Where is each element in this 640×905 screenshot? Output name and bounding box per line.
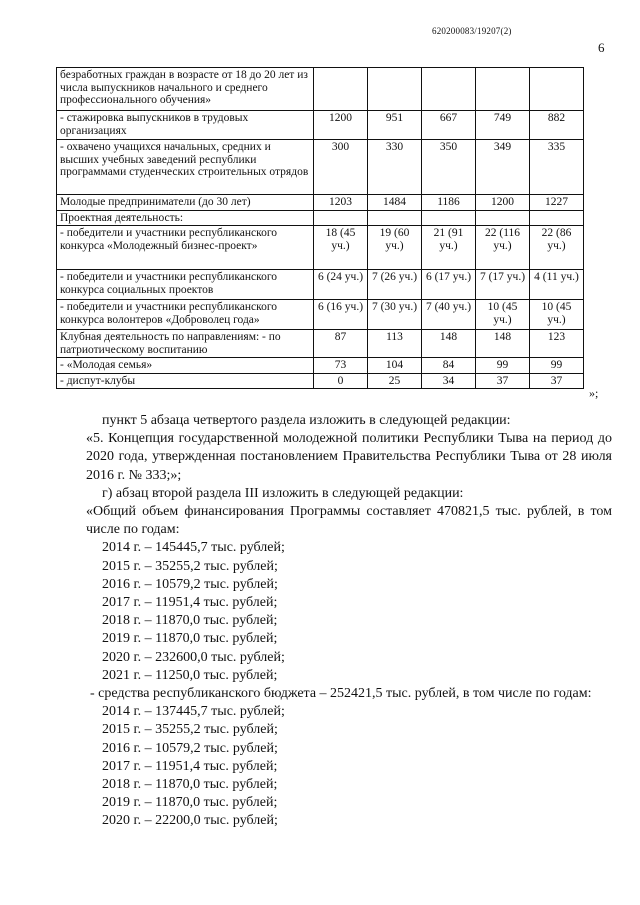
paragraph-instruction-2: г) абзац второй раздела III изложить в следующей редакции: bbox=[102, 485, 464, 501]
table-cell-value: 300 bbox=[314, 140, 368, 195]
year-total-item: 2021 г. – 11250,0 тыс. рублей; bbox=[102, 667, 278, 683]
table-cell-value: 4 (11 уч.) bbox=[530, 270, 584, 300]
table-cell-value: 1186 bbox=[422, 195, 476, 211]
years-total-list bbox=[60, 539, 612, 685]
table-cell-value bbox=[422, 68, 476, 111]
table-cell-value bbox=[368, 210, 422, 226]
table-cell-value: 335 bbox=[530, 140, 584, 195]
paragraph-concept: «5. Концепция государственной молодежной политики Республики Тыва на период до 2020 года, утвержденная постановлением Правительства Республики Тыва от 28 июля 2016 г. № 333;»; bbox=[86, 431, 612, 483]
table-cell-value: 882 bbox=[530, 111, 584, 140]
table-cell-value: 7 (17 уч.) bbox=[476, 270, 530, 300]
table-cell-value: 22 (116 уч.) bbox=[476, 226, 530, 270]
table-cell-value: 99 bbox=[530, 358, 584, 374]
table-cell-value: 22 (86 уч.) bbox=[530, 226, 584, 270]
table-row bbox=[57, 226, 584, 270]
table-row-label: - охвачено учащихся начальных, средних и высших учебных заведений республики программами студенческих строительных отрядов bbox=[57, 140, 314, 195]
table-cell-value: 0 bbox=[314, 373, 368, 389]
document-body bbox=[60, 412, 612, 831]
table-row bbox=[57, 210, 584, 226]
table-row-label: - победители и участники республиканского конкурса социальных проектов bbox=[57, 270, 314, 300]
year-total-item: 2019 г. – 11870,0 тыс. рублей; bbox=[102, 631, 278, 647]
table-row bbox=[57, 195, 584, 211]
paragraph-instruction-1: пункт 5 абзаца четвертого раздела изложить в следующей редакции: bbox=[102, 413, 511, 428]
table-cell-value bbox=[368, 68, 422, 111]
table-cell-value bbox=[476, 210, 530, 226]
table-cell-value: 7 (26 уч.) bbox=[368, 270, 422, 300]
table-cell-value bbox=[476, 68, 530, 111]
year-republic-item: 2016 г. – 10579,2 тыс. рублей; bbox=[102, 740, 278, 756]
year-total-item: 2018 г. – 11870,0 тыс. рублей; bbox=[102, 613, 278, 629]
table-row bbox=[57, 358, 584, 374]
table-row bbox=[57, 330, 584, 358]
table-cell-value bbox=[314, 68, 368, 111]
table-cell-value: 18 (45 уч.) bbox=[314, 226, 368, 270]
table-cell-value: 37 bbox=[476, 373, 530, 389]
table-cell-value: 34 bbox=[422, 373, 476, 389]
table-cell-value: 10 (45 уч.) bbox=[530, 300, 584, 330]
table-cell-value: 1484 bbox=[368, 195, 422, 211]
table-cell-value: 1200 bbox=[314, 111, 368, 140]
paragraph-financing: «Общий объем финансирования Программы составляет 470821,5 тыс. рублей, в том числе по годам: bbox=[86, 504, 612, 538]
table-cell-value: 148 bbox=[476, 330, 530, 358]
years-republic-list bbox=[60, 703, 612, 830]
table-row bbox=[57, 111, 584, 140]
table-row-label: Молодые предприниматели (до 30 лет) bbox=[57, 195, 314, 211]
document-id: 620200083/19207(2) bbox=[432, 26, 512, 36]
table-cell-value: 148 bbox=[422, 330, 476, 358]
table-cell-value: 6 (16 уч.) bbox=[314, 300, 368, 330]
year-republic-item: 2019 г. – 11870,0 тыс. рублей; bbox=[102, 795, 278, 811]
table-row-label: - стажировка выпускников в трудовых организациях bbox=[57, 111, 314, 140]
table-cell-value: 123 bbox=[530, 330, 584, 358]
table-cell-value: 84 bbox=[422, 358, 476, 374]
table-row bbox=[57, 68, 584, 111]
table-cell-value: 10 (45 уч.) bbox=[476, 300, 530, 330]
table-row-label: - победители и участники республиканского конкурса волонтеров «Доброволец года» bbox=[57, 300, 314, 330]
table-cell-value: 19 (60 уч.) bbox=[368, 226, 422, 270]
table-cell-value: 350 bbox=[422, 140, 476, 195]
statistics-table bbox=[56, 67, 584, 389]
table-cell-value: 21 (91 уч.) bbox=[422, 226, 476, 270]
year-total-item: 2014 г. – 145445,7 тыс. рублей; bbox=[102, 540, 285, 556]
year-total-item: 2020 г. – 232600,0 тыс. рублей; bbox=[102, 649, 285, 665]
table-cell-value bbox=[530, 68, 584, 111]
table-cell-value: 6 (24 уч.) bbox=[314, 270, 368, 300]
table-row bbox=[57, 140, 584, 195]
table-closing-mark: »; bbox=[589, 386, 599, 400]
table-cell-value: 1203 bbox=[314, 195, 368, 211]
paragraph-republic-budget: - средства республиканского бюджета – 252421,5 тыс. рублей, в том числе по годам: bbox=[90, 686, 592, 702]
table-cell-value bbox=[422, 210, 476, 226]
table-cell-value: 25 bbox=[368, 373, 422, 389]
table-cell-value: 1200 bbox=[476, 195, 530, 211]
table-cell-value: 87 bbox=[314, 330, 368, 358]
table-cell-value: 113 bbox=[368, 330, 422, 358]
table-cell-value: 104 bbox=[368, 358, 422, 374]
table-cell-value: 1227 bbox=[530, 195, 584, 211]
table-cell-value bbox=[314, 210, 368, 226]
table-row bbox=[57, 373, 584, 389]
table-row bbox=[57, 300, 584, 330]
table-row-label: Проектная деятельность: bbox=[57, 210, 314, 226]
page-number: 6 bbox=[598, 40, 605, 55]
table-row-label: безработных граждан в возрасте от 18 до 20 лет из числа выпускников начального и среднего профессионального обучения» bbox=[57, 68, 314, 111]
table-cell-value: 6 (17 уч.) bbox=[422, 270, 476, 300]
table-cell-value: 749 bbox=[476, 111, 530, 140]
year-total-item: 2016 г. – 10579,2 тыс. рублей; bbox=[102, 576, 278, 592]
table-cell-value: 7 (40 уч.) bbox=[422, 300, 476, 330]
table-cell-value bbox=[530, 210, 584, 226]
year-republic-item: 2015 г. – 35255,2 тыс. рублей; bbox=[102, 722, 278, 738]
table-cell-value: 37 bbox=[530, 373, 584, 389]
year-republic-item: 2017 г. – 11951,4 тыс. рублей; bbox=[102, 758, 278, 774]
table-cell-value: 951 bbox=[368, 111, 422, 140]
table-cell-value: 667 bbox=[422, 111, 476, 140]
table-row-label: - «Молодая семья» bbox=[57, 358, 314, 374]
year-republic-item: 2018 г. – 11870,0 тыс. рублей; bbox=[102, 777, 278, 793]
year-total-item: 2017 г. – 11951,4 тыс. рублей; bbox=[102, 595, 278, 611]
year-republic-item: 2014 г. – 137445,7 тыс. рублей; bbox=[102, 704, 285, 720]
table-row bbox=[57, 270, 584, 300]
table-cell-value: 330 bbox=[368, 140, 422, 195]
table-cell-value: 349 bbox=[476, 140, 530, 195]
table-row-label: - победители и участники республиканского конкурса «Молодежный бизнес-проект» bbox=[57, 226, 314, 270]
year-republic-item: 2020 г. – 22200,0 тыс. рублей; bbox=[102, 813, 278, 829]
table-cell-value: 73 bbox=[314, 358, 368, 374]
table-row-label: Клубная деятельность по направлениям: - по патриотическому воспитанию bbox=[57, 330, 314, 358]
table-row-label: - диспут-клубы bbox=[57, 373, 314, 389]
table-cell-value: 99 bbox=[476, 358, 530, 374]
table-cell-value: 7 (30 уч.) bbox=[368, 300, 422, 330]
year-total-item: 2015 г. – 35255,2 тыс. рублей; bbox=[102, 558, 278, 574]
